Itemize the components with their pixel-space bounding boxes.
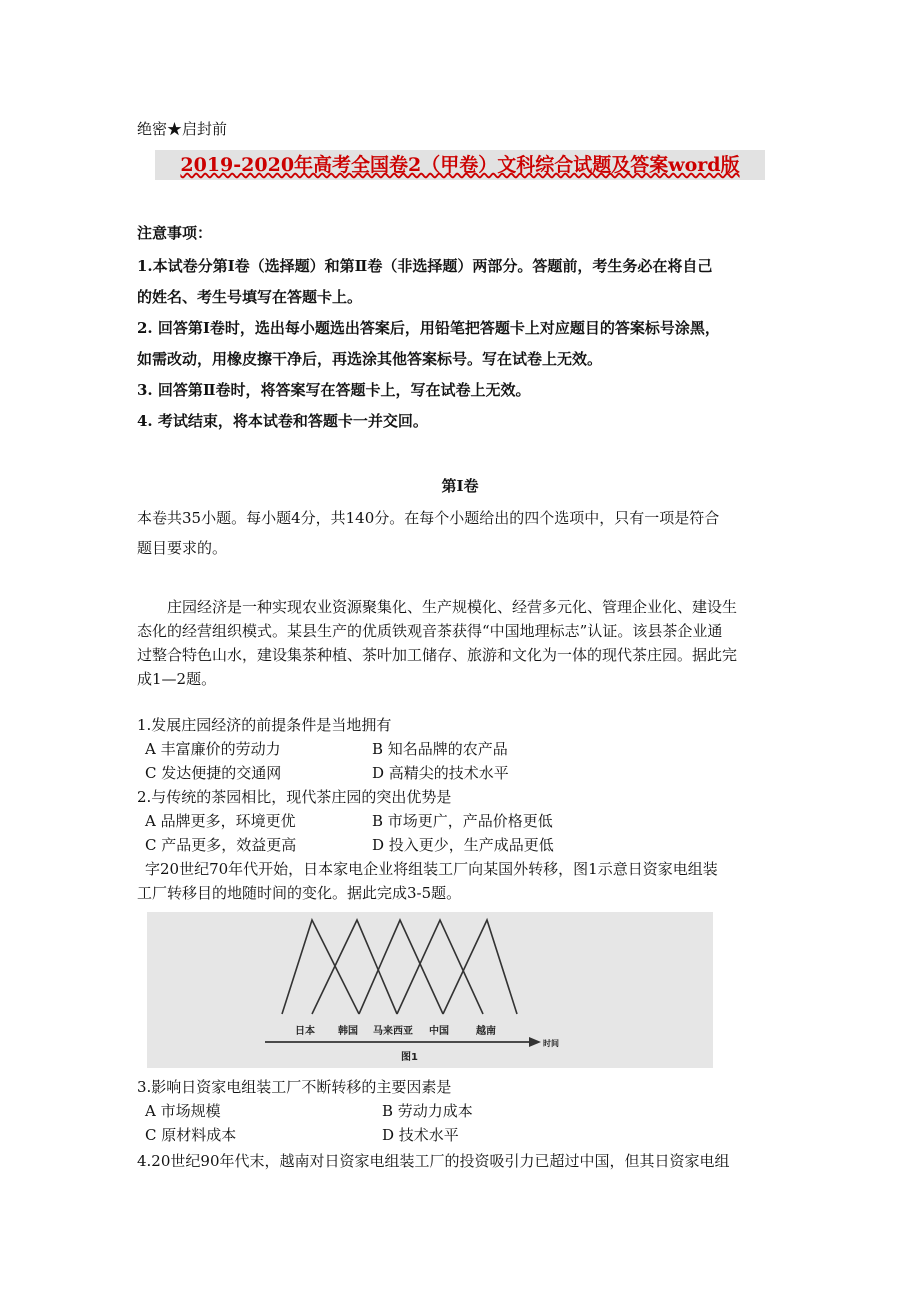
option-d: D 技术水平	[382, 1126, 459, 1144]
figure-1	[147, 912, 713, 1068]
notes-line: 3. 回答第Ⅱ卷时，将答案写在答题卡上，写在试卷上无效。	[137, 381, 531, 399]
question-stem: 2.与传统的茶园相比，现代茶庄园的突出优势是	[137, 788, 452, 806]
triangle-korea	[312, 920, 397, 1014]
option-d: D 投入更少，生产成品更低	[372, 836, 554, 854]
passage-line: 工厂转移目的地随时间的变化。据此完成3-5题。	[137, 884, 462, 902]
option-b: B 知名品牌的农产品	[372, 740, 508, 758]
country-label: 日本	[295, 1026, 315, 1037]
notes-line: 1.本试卷分第Ⅰ卷（选择题）和第Ⅱ卷（非选择题）两部分。答题前，考生务必在将自己	[137, 257, 713, 275]
option-c: C 原材料成本	[145, 1126, 237, 1144]
option-c: C 发达便捷的交通网	[145, 764, 282, 782]
axis-label: 时间	[543, 1039, 559, 1048]
question-stem: 3.影响日资家电组装工厂不断转移的主要因素是	[137, 1078, 452, 1096]
passage-line: 字20世纪70年代开始，日本家电企业将组装工厂向某国外转移，图1示意日资家电组装	[145, 860, 718, 878]
country-label: 越南	[476, 1026, 496, 1037]
passage-line: 庄园经济是一种实现农业资源聚集化、生产规模化、经营多元化、管理企业化、建设生	[167, 598, 738, 616]
notes-line: 如需改动，用橡皮擦干净后，再选涂其他答案标号。写在试卷上无效。	[137, 350, 603, 368]
time-axis-arrow	[529, 1037, 541, 1047]
passage-line: 态化的经营组织模式。某县生产的优质铁观音茶获得“中国地理标志”认证。该县茶企业通	[137, 622, 723, 640]
figure-caption: 图1	[401, 1052, 418, 1063]
notes-line: 的姓名、考生号填写在答题卡上。	[137, 288, 363, 306]
triangle-japan	[282, 920, 359, 1014]
section-intro: 本卷共35小题。每小题4分，共140分。在每个小题给出的四个选项中，只有一项是符合	[137, 509, 720, 527]
option-a: A 市场规模	[145, 1102, 221, 1120]
question-stem: 4.20世纪90年代末，越南对日资家电组装工厂的投资吸引力已超过中国，但其日资家电组	[137, 1152, 730, 1170]
option-b: B 市场更广，产品价格更低	[372, 812, 553, 830]
notes-line: 2. 回答第Ⅰ卷时，选出每小题选出答案后，用铅笔把答题卡上对应题目的答案标号涂黑，	[137, 319, 720, 337]
country-label: 中国	[429, 1026, 449, 1037]
triangle-china	[397, 920, 483, 1014]
option-b: B 劳动力成本	[382, 1102, 473, 1120]
country-label: 马来西亚	[373, 1026, 413, 1037]
option-a: A 品牌更多，环境更优	[145, 812, 296, 830]
figure-1-diagram	[147, 912, 713, 1068]
triangle-malaysia	[359, 920, 443, 1014]
section-intro: 题目要求的。	[137, 539, 228, 557]
passage-line: 成1—2题。	[137, 670, 217, 688]
option-a: A 丰富廉价的劳动力	[145, 740, 281, 758]
option-d: D 高精尖的技术水平	[372, 764, 509, 782]
document-title: 2019-2020年高考全国卷2（甲卷）文科综合试题及答案word版	[155, 150, 765, 180]
passage-line: 过整合特色山水，建设集茶种植、茶叶加工储存、旅游和文化为一体的现代茶庄园。据此完	[137, 646, 738, 664]
question-stem: 1.发展庄园经济的前提条件是当地拥有	[137, 716, 392, 734]
confidential-label: 绝密★启封前	[137, 120, 228, 138]
notes-line: 4. 考试结束，将本试卷和答题卡一并交回。	[137, 412, 428, 430]
section-title: 第Ⅰ卷	[441, 477, 479, 495]
triangle-vietnam	[443, 920, 517, 1014]
option-c: C 产品更多，效益更高	[145, 836, 297, 854]
notes-heading: 注意事项：	[137, 224, 213, 242]
country-label: 韩国	[338, 1026, 358, 1037]
